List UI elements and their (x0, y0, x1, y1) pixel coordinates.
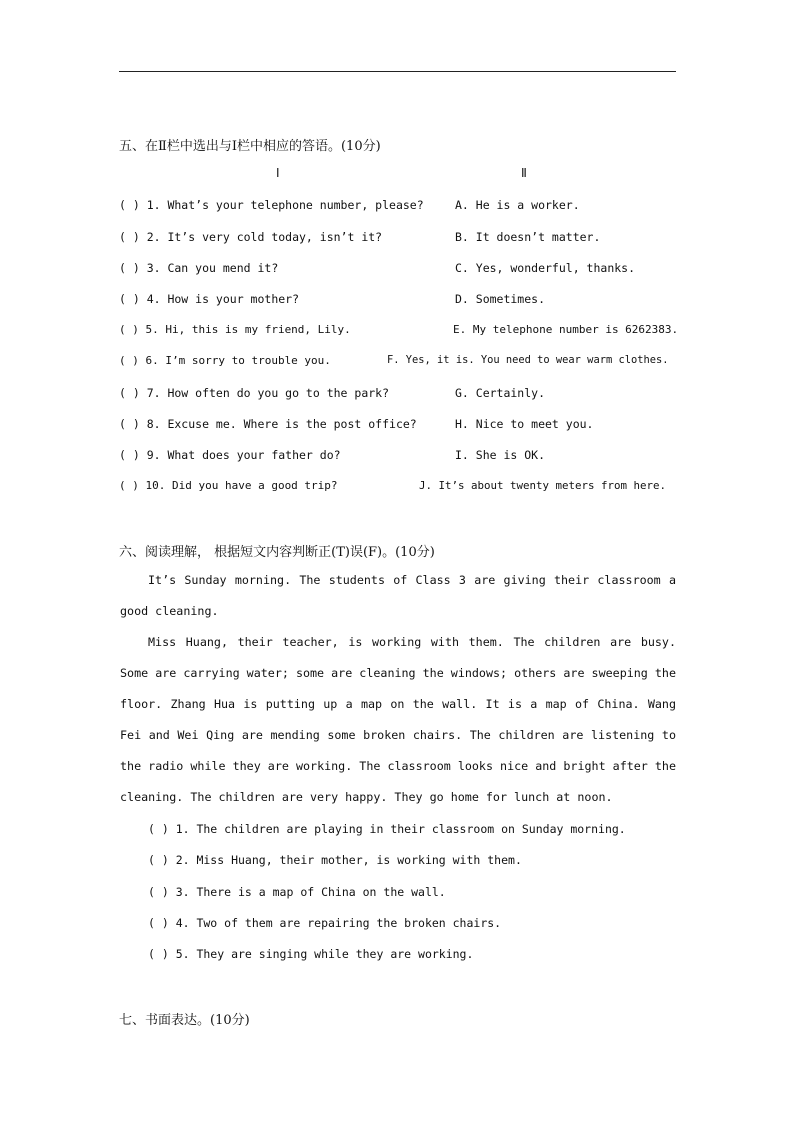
answer-option: G. Certainly. (455, 386, 546, 400)
header-rule (119, 71, 676, 72)
section-7-title: 七、书面表达。(10分) (119, 1013, 250, 1028)
true-false-item: ( ) 1. The children are playing in their classroom on Sunday morning. (148, 822, 626, 836)
question: ( ) 10. Did you have a good trip? (119, 479, 338, 492)
answer-option: J. It’s about twenty meters from here. (419, 479, 667, 492)
paragraph-text: Miss Huang, their teacher, is working with them. The children are busy. Some are carrying water; some are cleaning the windows; others are sweeping the floor. Zhang Hua is putting up a map on the wall. It is a map of China. Wang Fei and Wei Qing are mending some broken chairs. The children are listening to the radio while they are working. The classroom looks nice and bright after the cleaning. The children are very happy. They go home for lunch at noon. (120, 635, 676, 804)
column-2-heading: Ⅱ (521, 166, 527, 180)
column-1-heading: Ⅰ (276, 166, 280, 180)
reading-paragraph-1 (120, 565, 676, 627)
section-6-title: 六、阅读理解， 根据短文内容判断正(T)误(F)。(10分) (119, 545, 435, 560)
question: ( ) 5. Hi, this is my friend, Lily. (119, 323, 351, 336)
question: ( ) 7. How often do you go to the park? (119, 386, 390, 400)
true-false-item: ( ) 2. Miss Huang, their mother, is working with them. (148, 853, 522, 867)
question: ( ) 6. I’m sorry to trouble you. (119, 354, 331, 367)
question: ( ) 3. Can you mend it? (119, 261, 279, 275)
answer-option: C. Yes, wonderful, thanks. (455, 261, 636, 275)
true-false-item: ( ) 4. Two of them are repairing the broken chairs. (148, 916, 502, 930)
section-5-title: 五、在Ⅱ栏中选出与Ⅰ栏中相应的答语。(10分) (119, 139, 381, 154)
answer-option: H. Nice to meet you. (455, 417, 594, 431)
answer-option: A. He is a worker. (455, 198, 580, 212)
answer-option: E. My telephone number is 6262383. (453, 323, 679, 336)
question: ( ) 1. What’s your telephone number, please? (119, 198, 424, 212)
true-false-item: ( ) 3. There is a map of China on the wall. (148, 885, 446, 899)
question: ( ) 8. Excuse me. Where is the post office? (119, 417, 417, 431)
question: ( ) 2. It’s very cold today, isn’t it? (119, 230, 383, 244)
true-false-item: ( ) 5. They are singing while they are working. (148, 947, 474, 961)
answer-option: B. It doesn’t matter. (455, 230, 601, 244)
answer-option: I. She is OK. (455, 448, 546, 462)
answer-option: F. Yes, it is. You need to wear warm clothes. (387, 354, 669, 366)
question: ( ) 9. What does your father do? (119, 448, 341, 462)
paragraph-text: It’s Sunday morning. The students of Class 3 are giving their classroom a good cleaning. (120, 573, 676, 618)
question: ( ) 4. How is your mother? (119, 292, 300, 306)
reading-paragraph-2 (120, 627, 676, 813)
answer-option: D. Sometimes. (455, 292, 546, 306)
